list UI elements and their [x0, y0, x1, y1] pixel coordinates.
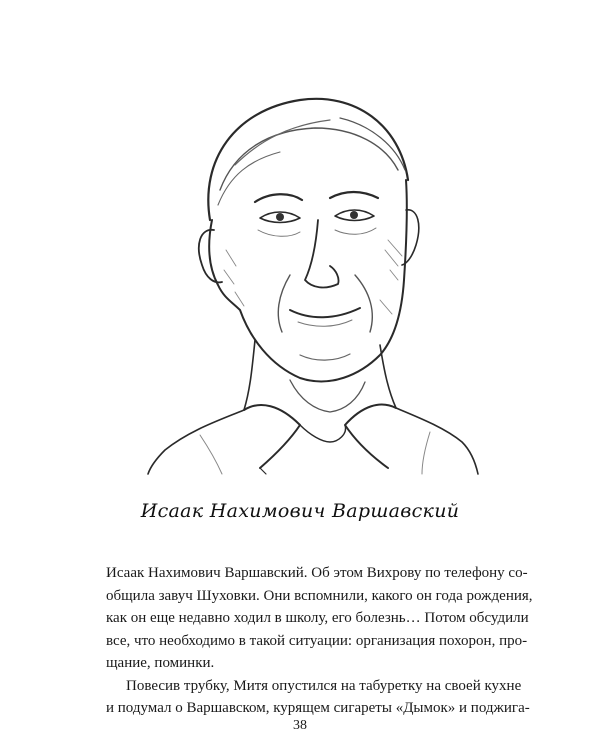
paragraph [106, 562, 533, 675]
text-line: общила завуч Шуховки. Они вспомнили, какого он года рождения, [106, 587, 533, 604]
portrait-caption: Исаак Нахимович Варшавский [140, 500, 460, 522]
text-line: и подумал о Варшавском, курящем сигареты «Дымок» и поджига- [106, 700, 530, 716]
text-line: Исаак Нахимович Варшавский. Об этом Вихрову по телефону со- [106, 565, 528, 581]
text-line: щание, поминки. [106, 655, 215, 671]
portrait-illustration [140, 70, 480, 475]
text-line: как он еще недавно ходил в школу, его болезнь… Потом обсудили [106, 610, 529, 626]
portrait-sketch-icon [140, 70, 480, 475]
paragraph [106, 675, 530, 720]
body-text [106, 562, 533, 720]
text-line: Повесив трубку, Митя опустился на табуретку на своей кухне [126, 677, 522, 694]
page-number: 38 [293, 718, 307, 733]
text-line: все, что необходимо в такой ситуации: организация похорон, про- [106, 632, 528, 649]
